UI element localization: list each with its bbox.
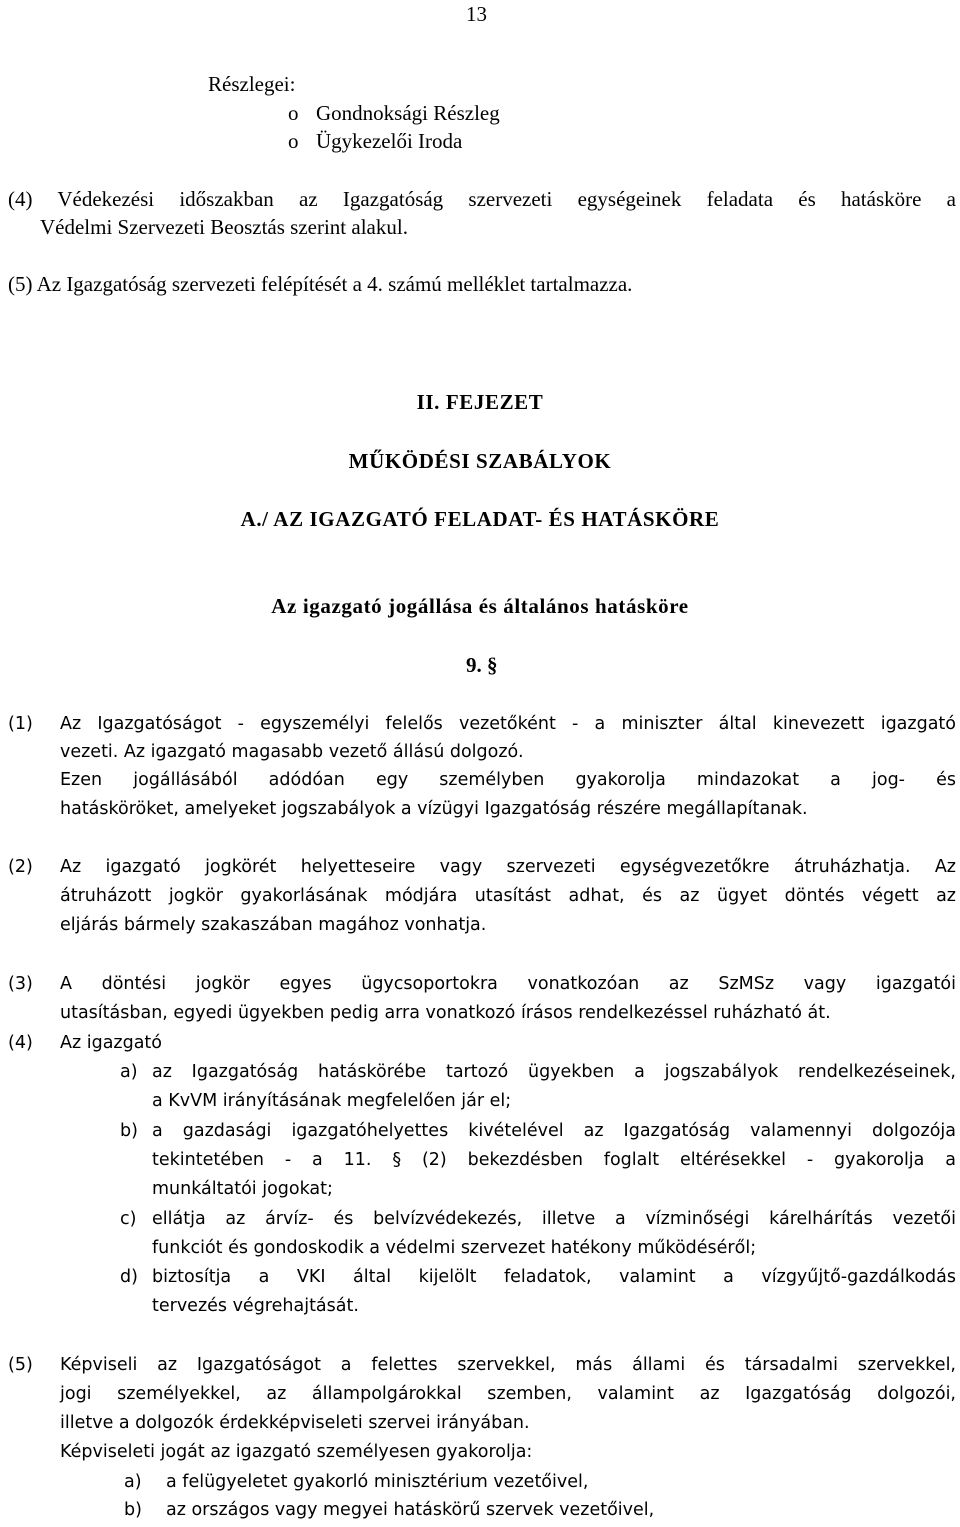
list-item: tekintetében - a 11. § (2) bekezdésben foglalt eltérésekkel - gyakorolja a — [152, 1150, 956, 1170]
paragraph-line: eljárás bármely szakaszában magához vonhatja. — [60, 915, 487, 935]
subunits-label: Részlegei: — [208, 72, 296, 96]
list-label: a) — [120, 1062, 138, 1082]
chapter-heading: II. FEJEZET — [416, 390, 544, 414]
list-label: a) — [124, 1472, 142, 1492]
list-label: c) — [120, 1209, 137, 1229]
paragraph-line: Az igazgató — [60, 1033, 163, 1053]
list-item: tervezés végrehajtását. — [152, 1296, 359, 1316]
paragraph-line: (4) Védekezési időszakban az Igazgatóság szervezeti egységeinek feladata és hatásköre a — [8, 187, 956, 211]
subsection-heading: Az igazgató jogállása és általános hatásköre — [271, 594, 689, 618]
paragraph-line: Az Igazgatóságot - egyszemélyi felelős vezetőként - a miniszter által kinevezett igazgató — [60, 714, 956, 734]
list-item: a gazdasági igazgatóhelyettes kivételével az Igazgatóság valamennyi dolgozója — [152, 1121, 956, 1141]
list-item: munkáltatói jogokat; — [152, 1179, 333, 1199]
paragraph-number: (1) — [8, 714, 33, 734]
paragraph-line: Védelmi Szervezeti Beosztás szerint alakul. — [40, 215, 408, 239]
paragraph-line: A döntési jogkör egyes ügycsoportokra vonatkozóan az SzMSz vagy igazgatói — [60, 974, 956, 994]
list-bullet: o — [288, 129, 299, 153]
list-item: a felügyeletet gyakorló minisztérium vezetőivel, — [166, 1472, 589, 1492]
list-item: az országos vagy megyei hatáskörű szervek vezetőivel, — [166, 1500, 655, 1520]
paragraph-line: vezeti. Az igazgató magasabb vezető állású dolgozó. — [60, 742, 524, 762]
paragraph-line: Az igazgató jogkörét helyetteseire vagy szervezeti egységvezetőkre átruházhatja. Az — [60, 857, 956, 877]
list-item: Ügykezelői Iroda — [316, 129, 463, 153]
paragraph-line: Képviseli az Igazgatóságot a felettes szervekkel, más állami és társadalmi szervekkel, — [60, 1355, 956, 1375]
list-bullet: o — [288, 101, 299, 125]
paragraph-line: átruházott jogkör gyakorlásának módjára utasítást adhat, és az ügyet döntés végett az — [60, 886, 956, 906]
paragraph-line: Képviseleti jogát az igazgató személyesen gyakorolja: — [60, 1442, 533, 1462]
paragraph-line: (5) Az Igazgatóság szervezeti felépítését a 4. számú melléklet tartalmazza. — [8, 272, 633, 296]
paragraph-line: jogi személyekkel, az állampolgárokkal szemben, valamint az Igazgatóság dolgozói, — [60, 1384, 956, 1404]
list-item: a KvVM irányításának megfelelően jár el; — [152, 1091, 512, 1111]
paragraph-line: illetve a dolgozók érdekképviseleti szervei irányában. — [60, 1413, 530, 1433]
chapter-title: MŰKÖDÉSI SZABÁLYOK — [348, 449, 612, 473]
list-label: b) — [120, 1121, 138, 1141]
list-label: b) — [124, 1500, 142, 1520]
paragraph-number: (3) — [8, 974, 33, 994]
page-number: 13 — [466, 2, 487, 26]
paragraph-number: (5) — [8, 1355, 33, 1375]
list-label: d) — [120, 1267, 138, 1287]
section-heading: A./ AZ IGAZGATÓ FELADAT- ÉS HATÁSKÖRE — [240, 507, 720, 531]
list-item: ellátja az árvíz- és belvízvédekezés, illetve a vízminőségi kárelhárítás vezetői — [152, 1209, 956, 1229]
paragraph-number: (2) — [8, 857, 33, 877]
list-item: biztosítja a VKI által kijelölt feladatok, valamint a vízgyűjtő-gazdálkodás — [152, 1267, 956, 1287]
paragraph-sign: 9. § — [466, 653, 498, 677]
paragraph-line: utasításban, egyedi ügyekben pedig arra vonatkozó írásos rendelkezéssel ruházható át. — [60, 1003, 831, 1023]
paragraph-line: Ezen jogállásából adódóan egy személyben gyakorolja mindazokat a jog- és — [60, 770, 956, 790]
paragraph-number: (4) — [8, 1033, 33, 1053]
list-item: funkciót és gondoskodik a védelmi szervezet hatékony működéséről; — [152, 1238, 757, 1258]
list-item: az Igazgatóság hatáskörébe tartozó ügyekben a jogszabályok rendelkezéseinek, — [152, 1062, 956, 1082]
list-item: Gondnoksági Részleg — [316, 101, 500, 125]
paragraph-line: hatásköröket, amelyeket jogszabályok a vízügyi Igazgatóság részére megállapítanak. — [60, 799, 808, 819]
